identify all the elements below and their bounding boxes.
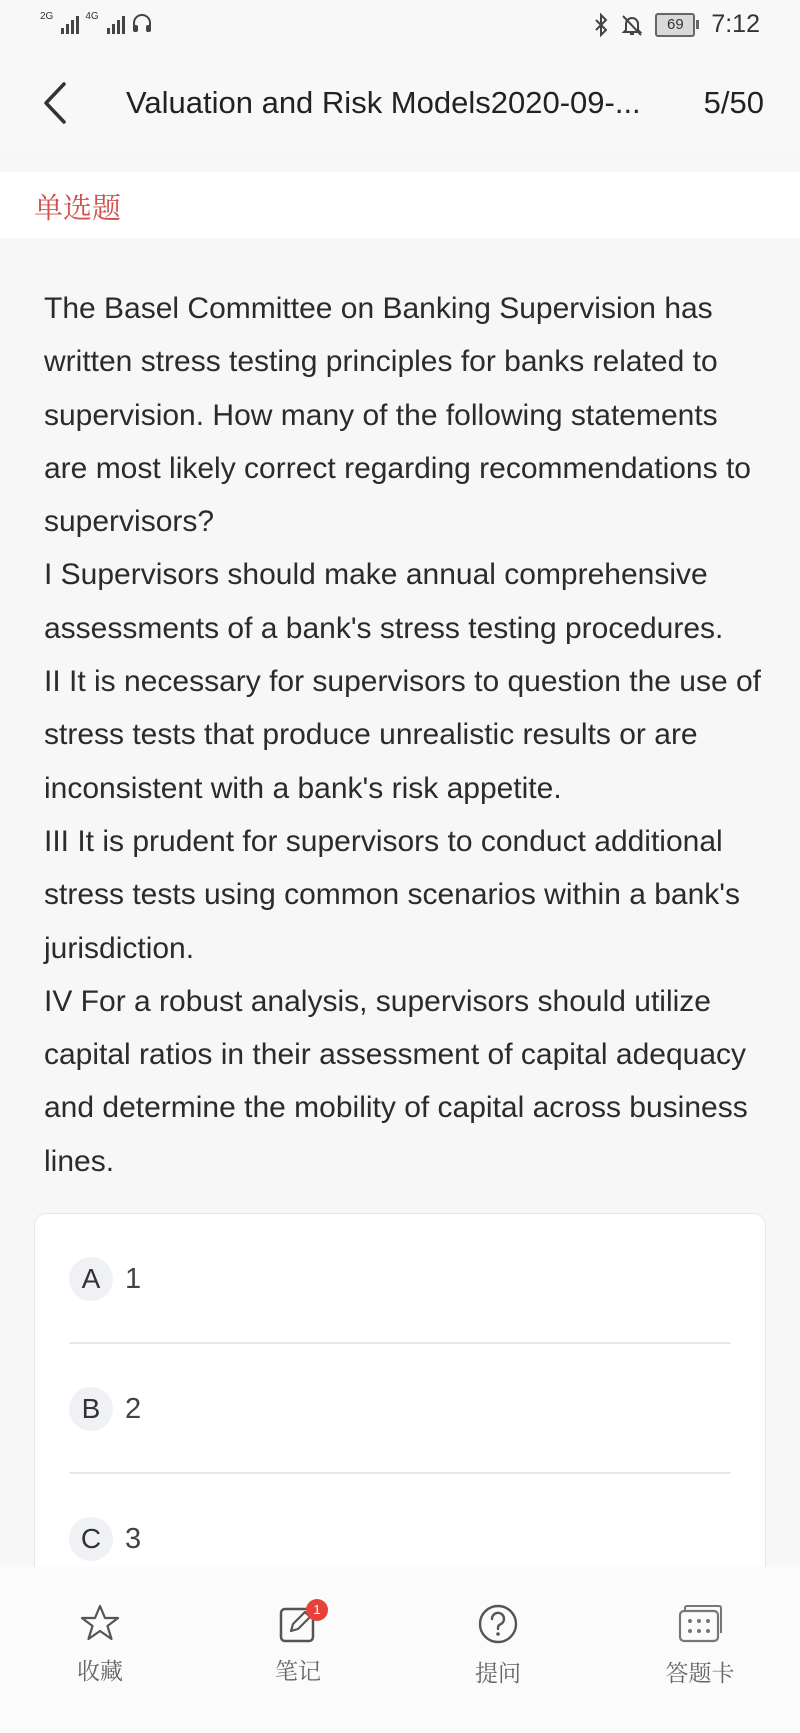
network-indicators (40, 12, 153, 34)
question-stem (44, 282, 764, 1188)
notes-button[interactable] (238, 1603, 358, 1686)
statement-3: III It is prudent for supervisors to conduct additional stress tests using common scenarios within a bank's jurisdiction. (44, 824, 741, 965)
option-letter: A (69, 1257, 113, 1301)
statement-4: IV For a robust analysis, supervisors should utilize capital ratios in their assessment of capital adequacy and determine the mobility of capital across business lines. (44, 984, 748, 1178)
answer-card-label: 答题卡 (665, 1660, 735, 1686)
bottom-toolbar (0, 1567, 800, 1733)
favorite-label: 收藏 (77, 1658, 123, 1684)
question-type: 单选题 (34, 193, 122, 225)
battery-level: 69 (655, 13, 695, 37)
question-counter: 5/50 (703, 85, 764, 120)
question-circle-icon (477, 1603, 519, 1645)
option-a[interactable] (69, 1214, 731, 1344)
battery-indicator (655, 13, 699, 37)
network-type-1: 2G (40, 11, 54, 22)
answer-card-button[interactable] (640, 1603, 760, 1688)
statement-2: II It is necessary for supervisors to question the use of stress tests that produce unrealistic results or are inconsistent with a bank's risk appetite. (44, 665, 762, 805)
status-right (593, 10, 760, 39)
answer-card-icon (677, 1603, 723, 1645)
option-value: 3 (125, 1523, 142, 1555)
bell-off-icon (621, 13, 643, 37)
back-arrow-icon[interactable] (38, 80, 78, 126)
favorite-button[interactable] (40, 1603, 160, 1686)
statement-1: I Supervisors should make annual comprehensive assessments of a bank's stress testing procedures. (44, 558, 724, 645)
question-type-bar (0, 172, 800, 238)
option-letter: B (69, 1387, 113, 1431)
notes-label: 笔记 (275, 1658, 321, 1684)
bluetooth-icon (593, 13, 609, 37)
signal-icon (61, 16, 79, 34)
network-type-2: 4G (85, 11, 99, 22)
signal-icon-2 (107, 16, 125, 34)
option-value: 2 (125, 1393, 142, 1425)
notes-badge: 1 (306, 1599, 328, 1621)
status-bar (0, 0, 800, 52)
clock: 7:12 (711, 10, 760, 38)
page-title: Valuation and Risk Models2020-09-... (126, 85, 641, 120)
option-letter: C (69, 1517, 113, 1561)
star-icon (80, 1603, 120, 1643)
ask-label: 提问 (475, 1660, 521, 1686)
headset-icon (131, 12, 153, 34)
option-b[interactable] (69, 1344, 731, 1474)
question-text: The Basel Committee on Banking Supervision has written stress testing principles for banks related to supervision. How many of the following statements are most likely correct regarding recommendations to supervisors? (44, 292, 751, 539)
ask-button[interactable] (438, 1603, 558, 1688)
option-value: 1 (125, 1263, 142, 1295)
nav-header (0, 52, 800, 154)
